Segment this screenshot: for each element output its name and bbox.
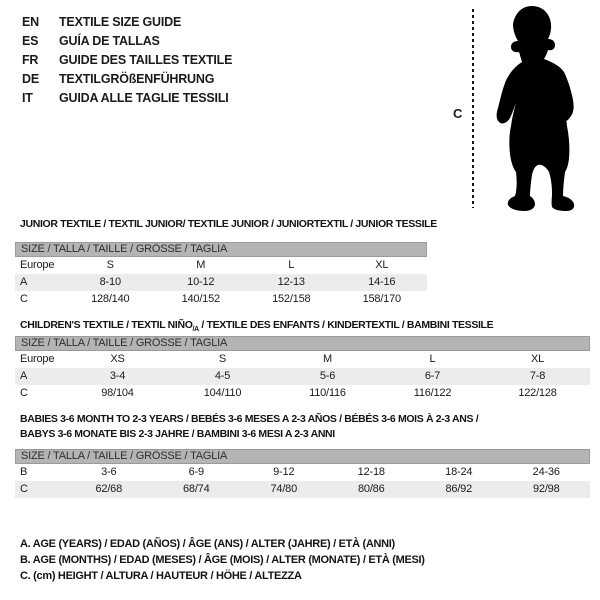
row-label: Europe: [20, 353, 55, 365]
language-row: [22, 70, 232, 89]
size-cell: 18-24: [445, 466, 473, 478]
size-cell: 14-16: [368, 276, 396, 288]
height-measure-label: C: [453, 106, 463, 121]
size-cell: XL: [530, 353, 545, 365]
size-cell: 10-12: [187, 276, 215, 288]
table-row: [15, 257, 427, 274]
table-row: [15, 481, 590, 498]
size-cell: 6-9: [188, 466, 204, 478]
babies-size-table: [15, 449, 590, 498]
size-cell: 9-12: [273, 466, 295, 478]
size-cell: S: [106, 259, 114, 271]
size-cell: 8-10: [99, 276, 121, 288]
table-row: [15, 291, 427, 308]
size-cell: 122/128: [518, 387, 557, 399]
size-header-bar: SIZE / TALLA / TAILLE / GRÖSSE / TAGLIA: [15, 336, 590, 351]
children-size-table: [15, 336, 590, 402]
size-cell: 92/98: [532, 483, 560, 495]
size-cell: 4-5: [214, 370, 231, 382]
size-cell: 3-4: [109, 370, 126, 382]
table-row: [15, 274, 427, 291]
size-cell: 74/80: [270, 483, 298, 495]
size-cell: M: [323, 353, 332, 365]
table-row: [15, 368, 590, 385]
language-code: FR: [22, 53, 39, 67]
size-cell: 12-18: [357, 466, 385, 478]
table-row: [15, 464, 590, 481]
table-row: [15, 385, 590, 402]
size-cell: 116/122: [413, 387, 452, 399]
row-label: C: [20, 483, 28, 495]
language-title: GUIDA ALLE TAGLIE TESSILI: [59, 91, 229, 105]
height-dashed-line: [472, 9, 474, 208]
footnote-height-cm: C. (cm) HEIGHT / ALTURA / HAUTEUR / HÖHE / ALTEZZA: [20, 570, 302, 582]
size-cell: XL: [375, 259, 389, 271]
language-title: GUIDE DES TAILLES TEXTILE: [59, 53, 233, 67]
row-label: Europe: [20, 259, 55, 271]
size-header-bar: SIZE / TALLA / TAILLE / GRÖSSE / TAGLIA: [15, 242, 427, 257]
size-cell: S: [218, 353, 227, 365]
size-cell: 158/170: [362, 293, 401, 305]
size-cell: 86/92: [445, 483, 473, 495]
footnote-block: [20, 536, 425, 584]
language-code: DE: [22, 72, 39, 86]
size-cell: XS: [110, 353, 125, 365]
footnote-age-months: B. AGE (MONTHS) / EDAD (MESES) / ÂGE (MOIS) / ALTER (MONATE) / ETÀ (MESI): [20, 554, 425, 566]
footnote-age-years: A. AGE (YEARS) / EDAD (AÑOS) / ÂGE (ANS) / ALTER (JAHRE) / ETÀ (ANNI): [20, 538, 395, 550]
language-row: [22, 89, 232, 108]
size-cell: 62/68: [95, 483, 123, 495]
baby-silhouette-icon: [484, 4, 580, 214]
language-code: IT: [22, 91, 33, 105]
language-row: [22, 13, 232, 32]
size-cell: 6-7: [424, 370, 441, 382]
language-title: TEXTILE SIZE GUIDE: [59, 15, 182, 29]
row-label: C: [20, 293, 28, 305]
size-cell: 5-6: [319, 370, 336, 382]
babies-table-title: [20, 412, 478, 442]
row-label: A: [20, 276, 28, 288]
language-title: TEXTILGRÖßENFÜHRUNG: [59, 72, 215, 86]
size-cell: 152/158: [272, 293, 311, 305]
size-cell: 110/116: [309, 387, 346, 399]
row-label: C: [20, 387, 28, 399]
size-cell: 80/86: [357, 483, 385, 495]
language-title-block: [22, 13, 232, 108]
size-cell: M: [196, 259, 206, 271]
size-cell: 104/110: [203, 387, 242, 399]
table-row: [15, 351, 590, 368]
language-code: EN: [22, 15, 39, 29]
language-row: [22, 32, 232, 51]
size-cell: L: [429, 353, 436, 365]
row-label: B: [20, 466, 28, 478]
language-title: GUÍA DE TALLAS: [59, 34, 160, 48]
size-header-bar: SIZE / TALLA / TAILLE / GRÖSSE / TAGLIA: [15, 449, 590, 464]
size-cell: 128/140: [91, 293, 130, 305]
size-cell: 3-6: [101, 466, 117, 478]
size-cell: L: [288, 259, 295, 271]
language-row: [22, 51, 232, 70]
size-cell: 7-8: [529, 370, 546, 382]
junior-table-title: [20, 217, 437, 232]
language-code: ES: [22, 34, 39, 48]
table-title-line: BABYS 3-6 MONATE BIS 2-3 JAHRE / BAMBINI 3-6 MESI A 2-3 ANNI: [20, 428, 335, 440]
size-cell: 12-13: [277, 276, 305, 288]
size-cell: 140/152: [181, 293, 220, 305]
size-cell: 24-36: [532, 466, 560, 478]
junior-size-table: [15, 242, 427, 308]
children-table-title: [20, 318, 493, 337]
table-title-line: JUNIOR TEXTILE / TEXTIL JUNIOR/ TEXTILE JUNIOR / JUNIORTEXTIL / JUNIOR TESSILE: [20, 218, 437, 230]
size-cell: 68/74: [182, 483, 210, 495]
row-label: A: [20, 370, 28, 382]
table-title-line: CHILDREN'S TEXTILE / TEXTIL $NIÑO_{/A}$ / TEXTILE DES ENFANTS / KINDERTEXTIL / BAMBINI TESSILE: [20, 319, 494, 334]
table-title-line: BABIES 3-6 MONTH TO 2-3 YEARS / BEBÉS 3-6 MESES A 2-3 AÑOS / BÉBÉS 3-6 MOIS À 2-3 ANS /: [20, 413, 479, 425]
size-cell: 98/104: [101, 387, 134, 399]
